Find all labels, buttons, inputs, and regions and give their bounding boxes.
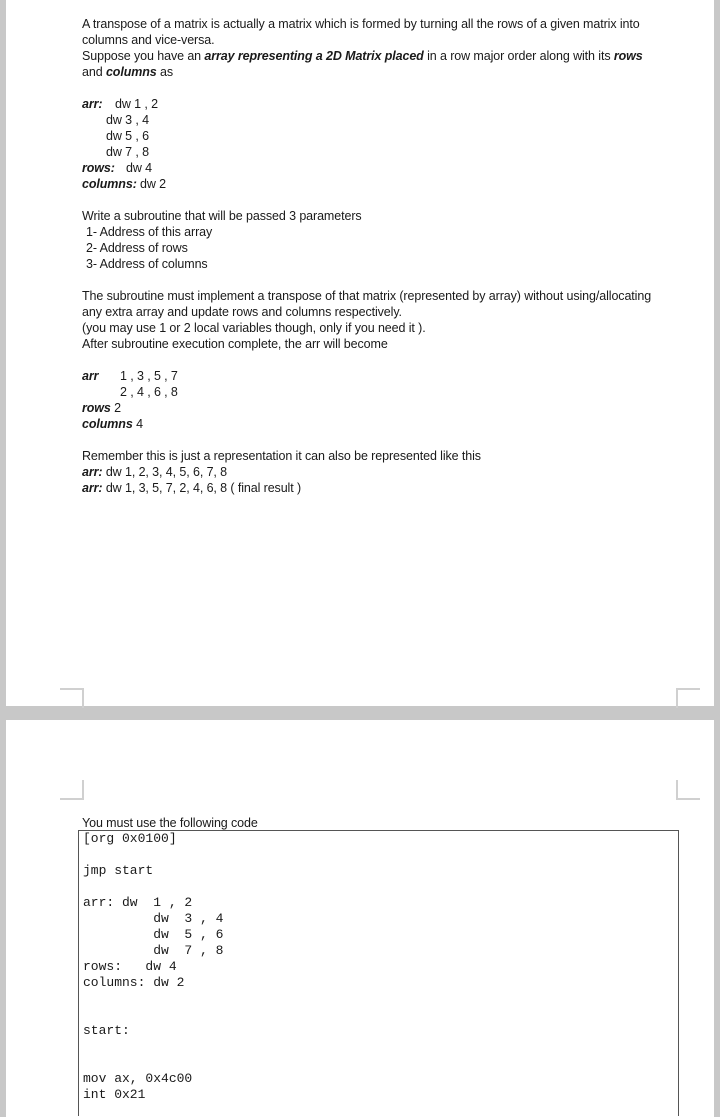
flat2-value: dw 1, 3, 5, 7, 2, 4, 6, 8 ( final result ) bbox=[105, 481, 302, 495]
intro-line-3-d: rows bbox=[613, 49, 643, 63]
param-3: 3- Address of columns bbox=[86, 257, 208, 271]
arr-row-3: dw 5 , 6 bbox=[106, 129, 149, 143]
result-rows-value: 2 bbox=[114, 401, 122, 415]
intro-line-3-c: in a row major order along with its bbox=[423, 49, 614, 63]
margin-corner-mark bbox=[676, 688, 700, 708]
columns-value: dw 2 bbox=[140, 177, 167, 191]
margin-corner-mark bbox=[60, 688, 84, 708]
impl-line-3: (you may use 1 or 2 local variables though, only if you need it ). bbox=[82, 321, 426, 335]
code-line: rows: dw 4 bbox=[83, 959, 177, 974]
intro-line-1: A transpose of a matrix is actually a matrix which is formed by turning all the rows of a given matrix into bbox=[82, 17, 640, 31]
result-columns-value: 4 bbox=[136, 417, 143, 431]
result-arr-row-1: 1 , 3 , 5 , 7 bbox=[120, 369, 178, 383]
intro-line-3-a: Suppose you have an bbox=[82, 49, 205, 63]
code-line: mov ax, 0x4c00 bbox=[83, 1071, 193, 1086]
param-1: 1- Address of this array bbox=[86, 225, 213, 239]
code-line: dw 7 , 8 bbox=[83, 943, 224, 958]
code-line: jmp start bbox=[83, 863, 154, 878]
code-line: columns: dw 2 bbox=[83, 975, 185, 990]
intro-line-3 bbox=[82, 48, 643, 64]
impl-line-1: The subroutine must implement a transpose of that matrix (represented by array) without using/allocating bbox=[82, 289, 652, 303]
code-line: int 0x21 bbox=[83, 1087, 146, 1102]
document-page-1 bbox=[6, 0, 714, 706]
code-line: [org 0x0100] bbox=[83, 831, 177, 846]
arr-row-2: dw 3 , 4 bbox=[106, 113, 149, 127]
code-line: dw 3 , 4 bbox=[83, 911, 224, 926]
flat-representation bbox=[82, 464, 227, 480]
impl-line-2: any extra array and update rows and columns respectively. bbox=[82, 305, 402, 319]
intro-line-4-c: as bbox=[156, 65, 174, 79]
flat1-value: dw 1, 2, 3, 4, 5, 6, 7, 8 bbox=[105, 465, 228, 479]
impl-line-4: After subroutine execution complete, the arr will become bbox=[82, 337, 388, 351]
final-result bbox=[82, 480, 301, 496]
code-line: arr: dw 1 , 2 bbox=[83, 895, 193, 910]
intro-line-4 bbox=[82, 64, 173, 80]
margin-corner-mark bbox=[60, 780, 84, 800]
intro-line-2: columns and vice-versa. bbox=[82, 33, 215, 47]
rows-value: dw 4 bbox=[126, 161, 153, 175]
arr-row-1: dw 1 , 2 bbox=[115, 97, 158, 111]
remember-line: Remember this is just a representation it can also be represented like this bbox=[82, 449, 481, 463]
intro-line-4-a: and bbox=[82, 65, 106, 79]
code-heading: You must use the following code bbox=[82, 816, 258, 830]
task-line: Write a subroutine that will be passed 3 parameters bbox=[82, 209, 362, 223]
code-block bbox=[78, 830, 679, 1116]
result-columns bbox=[82, 416, 143, 432]
result-rows-label: rows bbox=[82, 401, 111, 415]
rows-label: rows: bbox=[82, 161, 115, 175]
columns-label: columns: bbox=[82, 177, 137, 191]
result-arr-row-2: 2 , 4 , 6 , 8 bbox=[120, 385, 178, 399]
result-columns-label: columns bbox=[82, 417, 133, 431]
arr-label: arr: bbox=[82, 97, 103, 111]
flat1-label: arr: bbox=[82, 465, 103, 479]
code-line: start: bbox=[83, 1023, 130, 1038]
flat2-label: arr: bbox=[82, 481, 103, 495]
intro-line-3-b: array representing a 2D Matrix placed bbox=[204, 49, 424, 63]
document-page-2 bbox=[6, 720, 714, 1117]
margin-corner-mark bbox=[676, 780, 700, 800]
intro-line-4-b: columns bbox=[105, 65, 157, 79]
result-rows bbox=[82, 400, 121, 416]
result-arr-label: arr bbox=[82, 369, 99, 383]
param-2: 2- Address of rows bbox=[86, 241, 188, 255]
code-line: dw 5 , 6 bbox=[83, 927, 224, 942]
arr-row-4: dw 7 , 8 bbox=[106, 145, 149, 159]
